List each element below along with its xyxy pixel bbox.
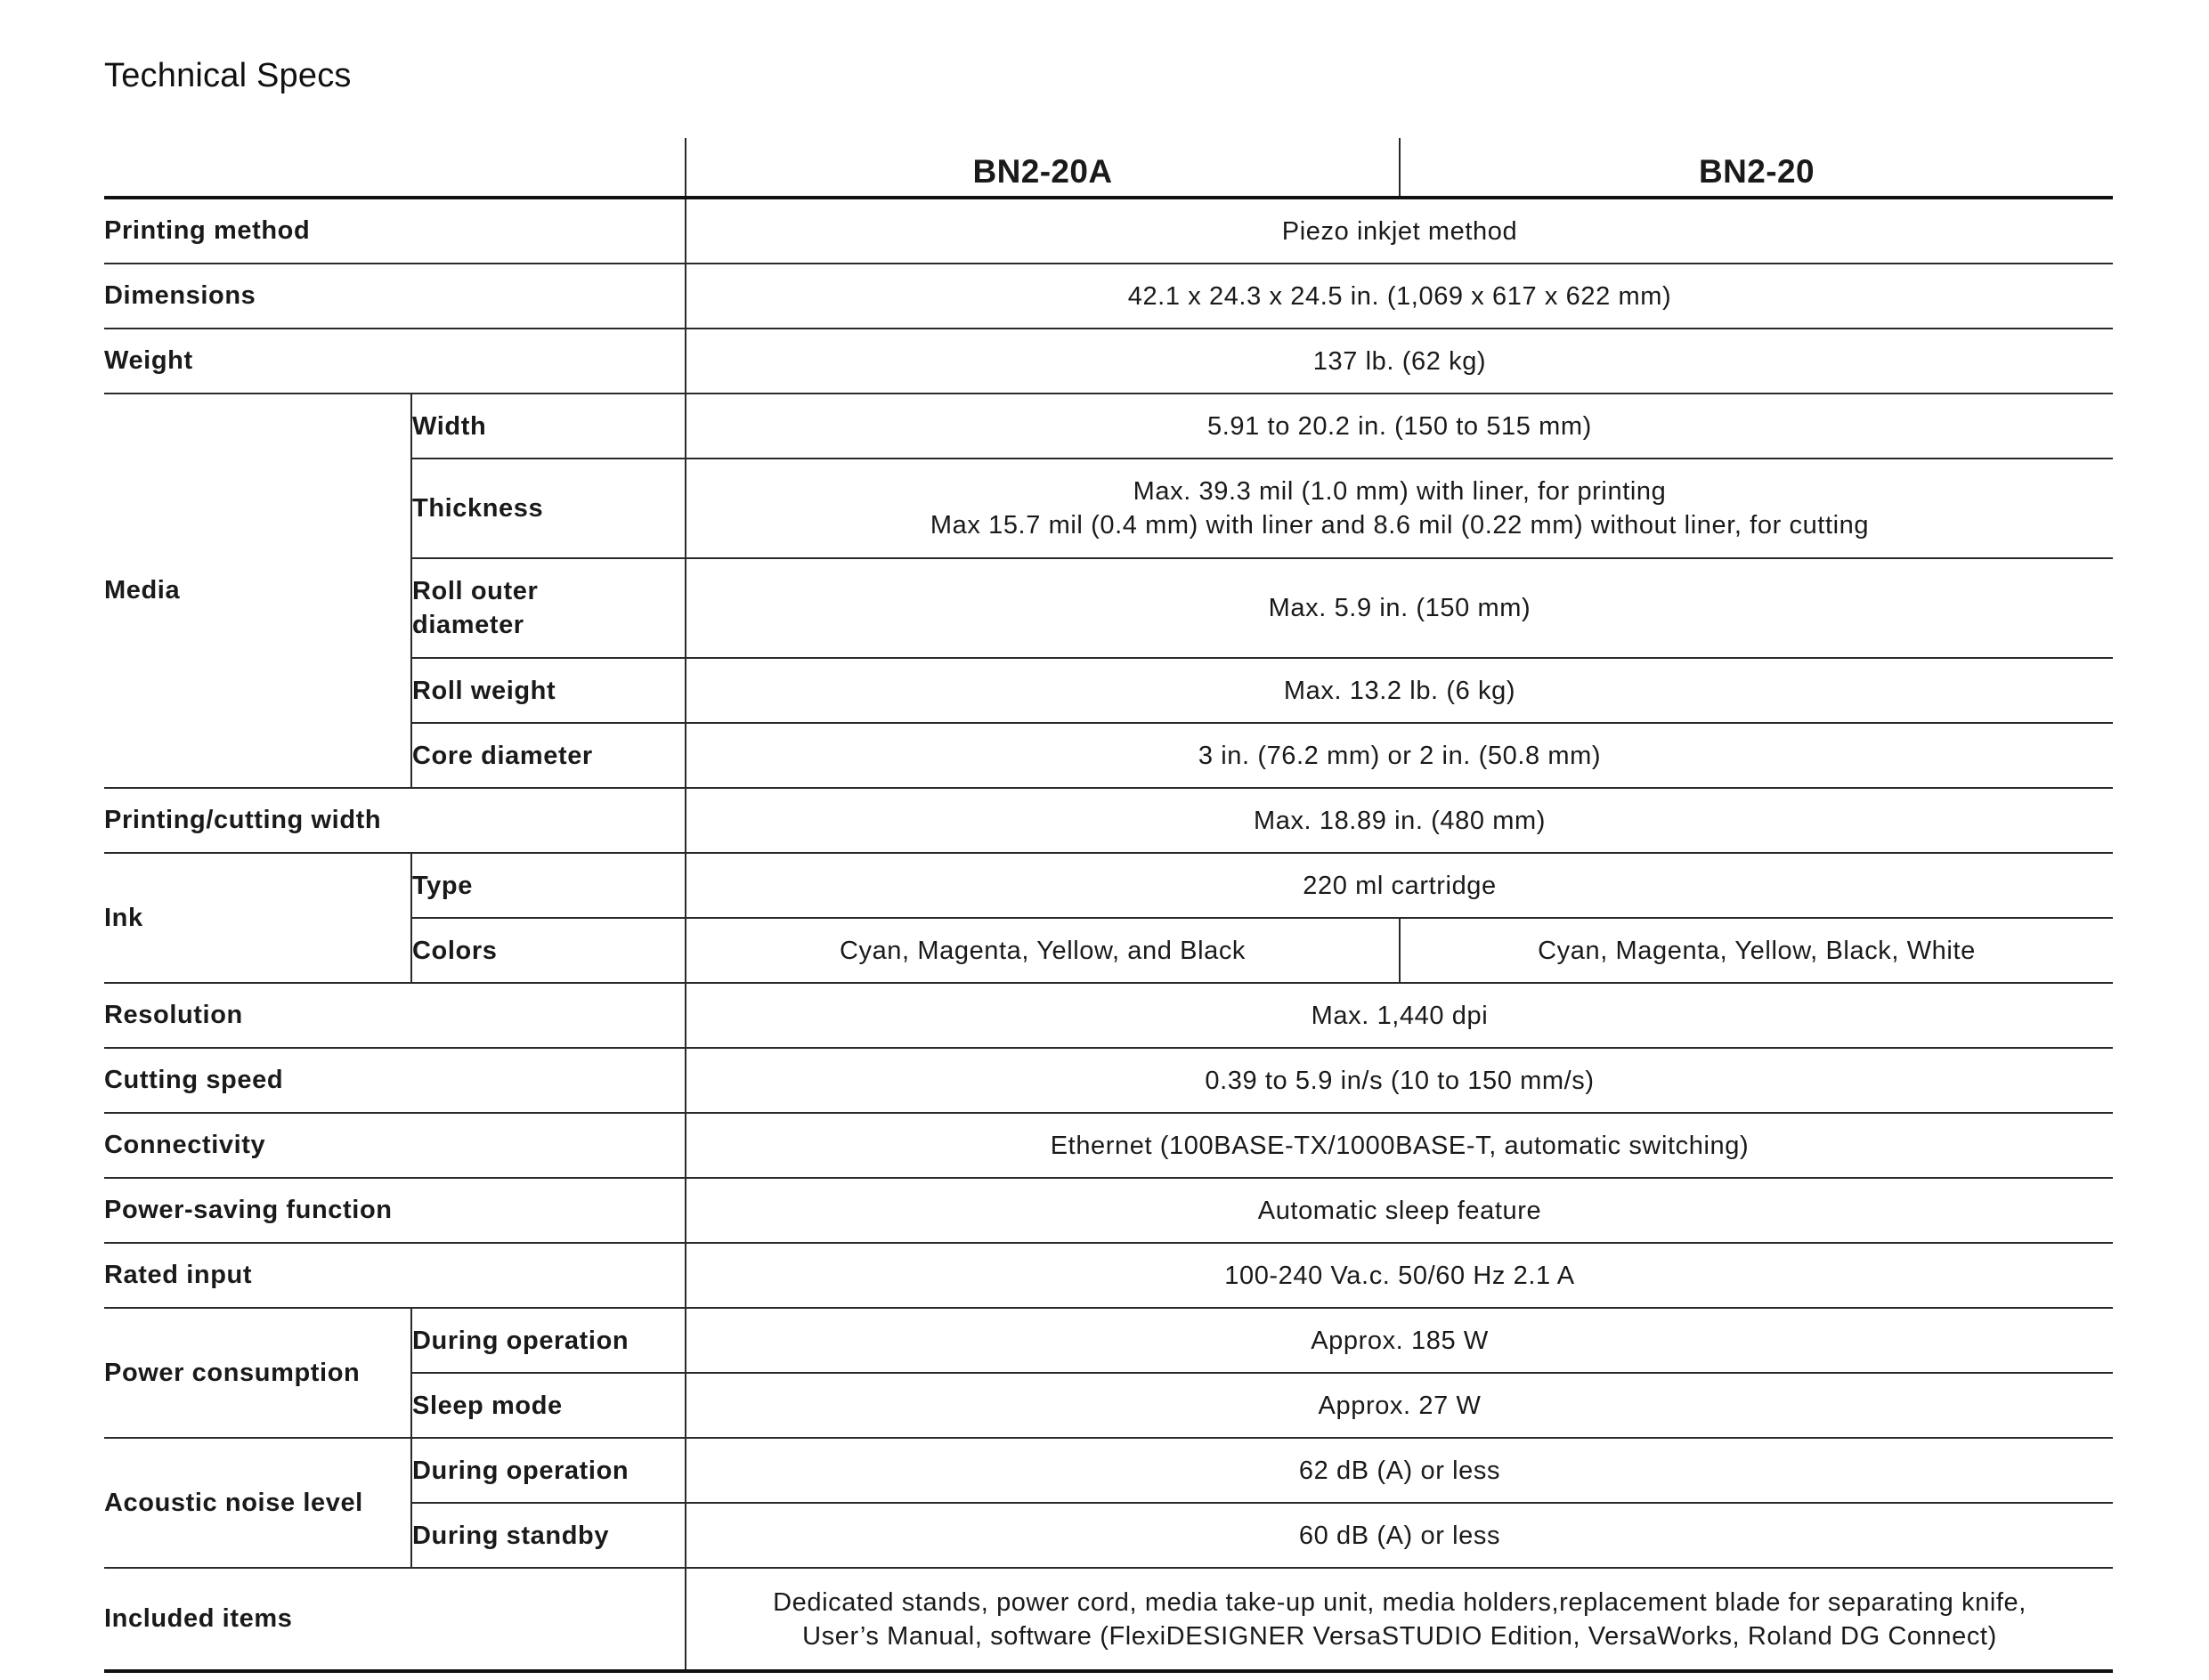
row-label-power-consumption: Power consumption	[104, 1308, 411, 1438]
row-label-resolution: Resolution	[104, 983, 686, 1048]
table-row	[104, 1113, 2113, 1178]
row-value-media-thickness	[686, 459, 2113, 558]
included-items-line-1: Dedicated stands, power cord, media take-up unit, media holders,replacement blade for separating knife,	[773, 1587, 2026, 1617]
row-label-connectivity: Connectivity	[104, 1113, 686, 1178]
row-value-power-during-operation: Approx. 185 W	[686, 1308, 2113, 1373]
row-label-power-saving: Power-saving function	[104, 1178, 686, 1243]
table-row	[104, 1308, 2113, 1373]
row-value-ink-type: 220 ml cartridge	[686, 853, 2113, 918]
table-row	[104, 329, 2113, 394]
specs-table	[104, 138, 2113, 1673]
row-value-ink-colors-bn2-20: Cyan, Magenta, Yellow, Black, White	[1400, 918, 2113, 983]
page-title: Technical Specs	[104, 57, 352, 94]
sub-label-noise-during-operation: During operation	[411, 1438, 686, 1503]
column-header-bn2-20: BN2-20	[1400, 138, 2113, 198]
row-value-roll-outer-diameter: Max. 5.9 in. (150 mm)	[686, 558, 2113, 658]
row-value-rated-input: 100-240 Va.c. 50/60 Hz 2.1 A	[686, 1243, 2113, 1308]
table-row	[104, 394, 2113, 459]
table-row	[104, 1243, 2113, 1308]
row-label-printing-cutting-width: Printing/cutting width	[104, 788, 686, 853]
row-value-resolution: Max. 1,440 dpi	[686, 983, 2113, 1048]
sub-label-ink-colors: Colors	[411, 918, 686, 983]
row-value-printing-method: Piezo inkjet method	[686, 198, 2113, 264]
table-row	[104, 853, 2113, 918]
table-row	[104, 1048, 2113, 1113]
sub-label-roll-weight: Roll weight	[411, 658, 686, 723]
included-items-line-2: User’s Manual, software (FlexiDESIGNER VersaSTUDIO Edition, VersaWorks, Roland DG Connect)	[802, 1621, 1997, 1651]
sub-label-roll-outer-diameter	[411, 558, 686, 658]
row-label-ink: Ink	[104, 853, 411, 983]
row-value-printing-cutting-width: Max. 18.89 in. (480 mm)	[686, 788, 2113, 853]
thickness-line-1: Max. 39.3 mil (1.0 mm) with liner, for printing	[1133, 477, 1667, 506]
row-value-roll-weight: Max. 13.2 lb. (6 kg)	[686, 658, 2113, 723]
table-row	[104, 983, 2113, 1048]
sub-label-media-thickness: Thickness	[411, 459, 686, 558]
table-row	[104, 198, 2113, 264]
row-value-power-saving: Automatic sleep feature	[686, 1178, 2113, 1243]
table-row	[104, 264, 2113, 329]
column-header-bn2-20a: BN2-20A	[686, 138, 1400, 198]
row-label-cutting-speed: Cutting speed	[104, 1048, 686, 1113]
table-row	[104, 788, 2113, 853]
row-value-media-width: 5.91 to 20.2 in. (150 to 515 mm)	[686, 394, 2113, 459]
sub-label-ink-type: Type	[411, 853, 686, 918]
row-label-included-items: Included items	[104, 1568, 686, 1671]
row-value-noise-during-standby: 60 dB (A) or less	[686, 1503, 2113, 1568]
row-label-weight: Weight	[104, 329, 686, 394]
sub-label-power-sleep-mode: Sleep mode	[411, 1373, 686, 1438]
row-label-dimensions: Dimensions	[104, 264, 686, 329]
thickness-line-2: Max 15.7 mil (0.4 mm) with liner and 8.6 mil (0.22 mm) without liner, for cutting	[930, 511, 1870, 540]
sub-label-noise-during-standby: During standby	[411, 1503, 686, 1568]
roll-outer-diameter-line-2: diameter	[412, 611, 524, 639]
row-value-cutting-speed: 0.39 to 5.9 in/s (10 to 150 mm/s)	[686, 1048, 2113, 1113]
row-label-rated-input: Rated input	[104, 1243, 686, 1308]
header-blank-cell	[104, 138, 686, 198]
table-row	[104, 1178, 2113, 1243]
row-value-weight: 137 lb. (62 kg)	[686, 329, 2113, 394]
table-header-row	[104, 138, 2113, 198]
sub-label-core-diameter: Core diameter	[411, 723, 686, 788]
row-value-ink-colors-bn2-20a: Cyan, Magenta, Yellow, and Black	[686, 918, 1400, 983]
sub-label-power-during-operation: During operation	[411, 1308, 686, 1373]
row-value-included-items	[686, 1568, 2113, 1671]
row-label-media: Media	[104, 394, 411, 788]
table-row	[104, 1568, 2113, 1671]
row-value-core-diameter: 3 in. (76.2 mm) or 2 in. (50.8 mm)	[686, 723, 2113, 788]
row-value-power-sleep-mode: Approx. 27 W	[686, 1373, 2113, 1438]
row-value-dimensions: 42.1 x 24.3 x 24.5 in. (1,069 x 617 x 622 mm)	[686, 264, 2113, 329]
sub-label-media-width: Width	[411, 394, 686, 459]
table-row	[104, 1438, 2113, 1503]
row-label-acoustic-noise: Acoustic noise level	[104, 1438, 411, 1568]
row-value-connectivity: Ethernet (100BASE-TX/1000BASE-T, automatic switching)	[686, 1113, 2113, 1178]
roll-outer-diameter-line-1: Roll outer	[412, 577, 539, 605]
row-label-printing-method: Printing method	[104, 216, 311, 245]
row-value-noise-during-operation: 62 dB (A) or less	[686, 1438, 2113, 1503]
